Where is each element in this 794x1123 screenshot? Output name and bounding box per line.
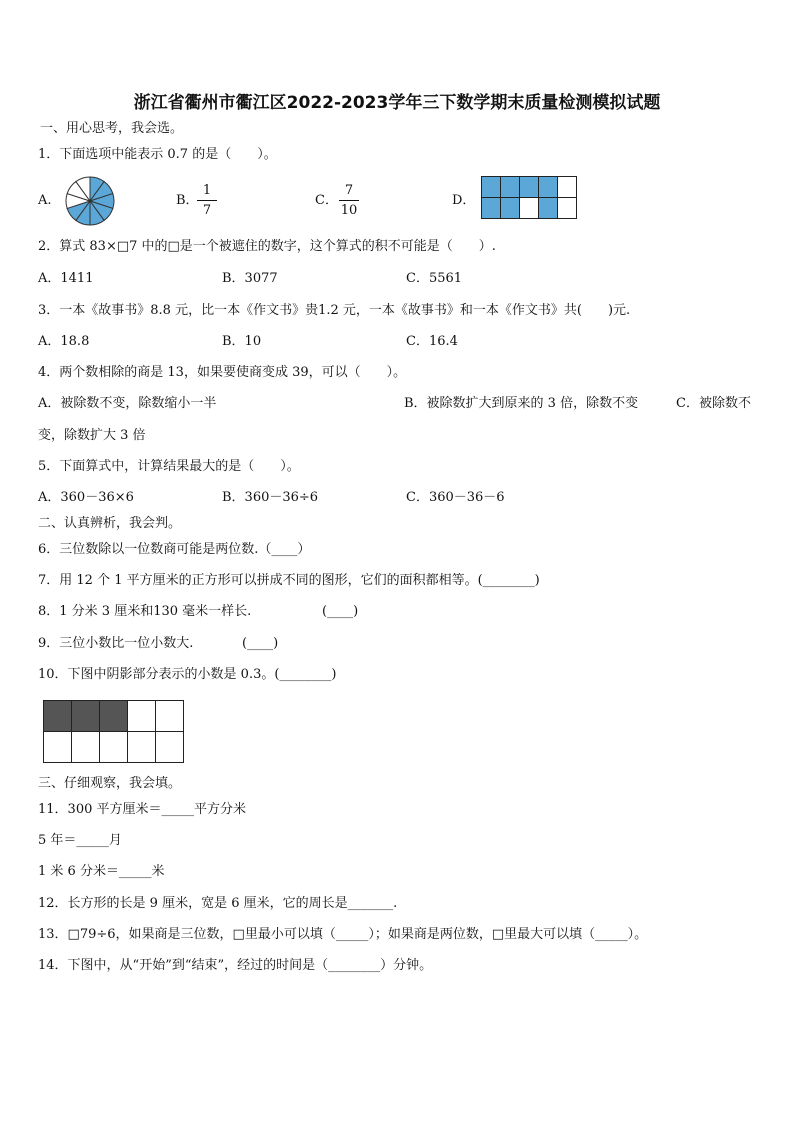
q10-grid-figure [43,700,184,763]
grid-cell [501,177,520,198]
question-9-text: 9．三位小数比一位小数大. [38,636,194,651]
q1-grid-figure [481,176,577,219]
question-7: 7．用 12 个 1 平方厘米的正方形可以拼成不同的图形，它们的面积都相等。(________) [38,573,540,588]
grid-cell [44,732,72,763]
grid-cell [128,732,156,763]
question-8-text: 8．1 分米 3 厘米和130 毫米一样长. [38,604,252,619]
grid-cell [72,701,100,732]
question-10: 10．下图中阴影部分表示的小数是 0.3。(________) [38,667,337,682]
q5-option-a: A．360－36×6 [38,490,134,505]
q3-option-a: A．18.8 [38,334,90,349]
grid-cell [558,198,577,219]
q1-c-denominator: 10 [340,203,358,218]
q4-option-a: A．被除数不变，除数缩小一半 [38,396,217,411]
grid-cell [558,177,577,198]
question-13: 13．□79÷6，如果商是三位数，□里最小可以填（_____）；如果商是两位数，□里最大可以填（_____）。 [38,927,648,942]
question-8-blank: (____) [322,604,359,619]
q4-option-b: B．被除数扩大到原来的 3 倍，除数不变 [404,396,639,411]
grid-cell [539,177,558,198]
page-title: 浙江省衢州市衢江区2022-2023学年三下数学期末质量检测模拟试题 [133,93,661,113]
fraction-bar [339,200,359,201]
grid-cell [520,177,539,198]
q1-option-b-fraction [197,183,217,218]
section-heading-2: 二、认真辨析，我会判。 [38,516,182,531]
question-12: 12．长方形的长是 9 厘米，宽是 6 厘米，它的周长是_______. [38,896,398,911]
q1-option-c-label: C． [315,193,338,208]
q1-option-d-label: D． [452,193,476,208]
q1-option-b-label: B． [176,193,199,208]
grid-cell [100,701,128,732]
grid-cell [520,198,539,219]
q3-option-c: C．16.4 [406,334,458,349]
q1-option-a-label: A. [38,193,52,208]
grid-cell [482,198,501,219]
q2-option-a: A．1411 [38,271,94,286]
q1-b-numerator: 1 [202,183,212,198]
section-heading-3: 三、仔细观察，我会填。 [38,776,182,791]
grid-cell [482,177,501,198]
q2-option-b: B．3077 [222,271,278,286]
q5-option-c: C．360－36－6 [406,490,505,505]
grid-cell [501,198,520,219]
question-11-line-2: 5 年＝_____月 [38,833,122,848]
fraction-bar [197,200,217,201]
q1-b-denominator: 7 [202,203,212,218]
q4-option-c-part1: C．被除数不 [676,396,751,411]
question-4-stem: 4．两个数相除的商是 13，如果要使商变成 39，可以（ ）。 [38,365,407,380]
grid-cell [156,732,184,763]
section-heading-1: 一、用心思考，我会选。 [40,121,184,136]
grid-cell [44,701,72,732]
question-11-line-1: 11．300 平方厘米＝_____平方分米 [38,802,246,817]
grid-cell [156,701,184,732]
q1-pie-figure [64,175,116,227]
grid-cell [72,732,100,763]
question-1-stem: 1．下面选项中能表示 0.7 的是（ ）。 [38,147,277,162]
question-9-blank: (____) [242,636,279,651]
question-2-stem: 2．算式 83×□7 中的□是一个被遮住的数字，这个算式的积不可能是（ ）. [38,239,496,254]
grid-cell [539,198,558,219]
grid-cell [100,732,128,763]
q2-option-c: C．5561 [406,271,463,286]
q1-c-numerator: 7 [344,183,354,198]
grid-cell [128,701,156,732]
q4-option-c-part2: 变，除数扩大 3 倍 [38,428,146,443]
q1-option-c-fraction [339,183,359,218]
question-5-stem: 5．下面算式中，计算结果最大的是（ ）。 [38,459,300,474]
question-14: 14．下图中，从“开始”到“结束”，经过的时间是（________）分钟。 [38,958,433,973]
q3-option-b: B．10 [222,334,262,349]
question-11-line-3: 1 米 6 分米＝_____米 [38,864,165,879]
question-6: 6．三位数除以一位数商可能是两位数.（____） [38,542,311,557]
question-3-stem: 3．一本《故事书》8.8 元，比一本《作文书》贵1.2 元，一本《故事书》和一本《作文书》共( )元. [38,303,631,318]
q5-option-b: B．360－36÷6 [222,490,319,505]
